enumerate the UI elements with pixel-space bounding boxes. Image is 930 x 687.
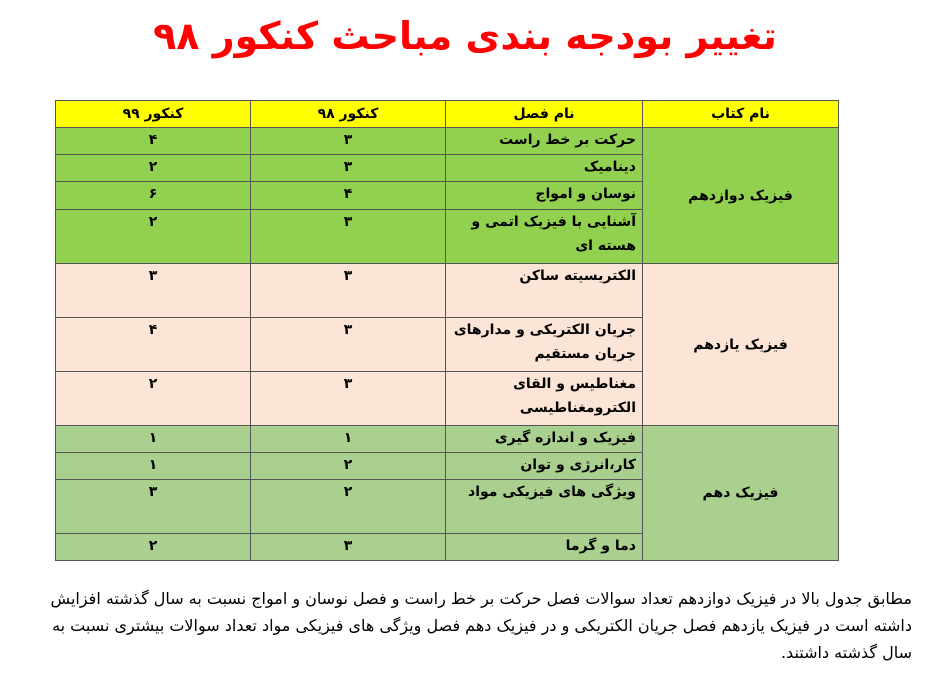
chapter-cell: فیزیک و اندازه گیری [446, 426, 643, 453]
konkur-99-cell: ۲ [56, 210, 251, 264]
konkur-99-cell: ۴ [56, 318, 251, 372]
konkur-99-cell: ۱ [56, 426, 251, 453]
table-row [56, 264, 839, 318]
chapter-cell: ویژگی های فیزیکی مواد [446, 480, 643, 534]
summary-paragraph: مطابق جدول بالا در فیزیک دوازدهم تعداد سوالات فصل حرکت بر خط راست و فصل نوسان و امواج نسبت به سال گذشته افزایش داشته است در فیزیک یازدهم فصل جریان الکتریکی و در فیزیک دهم فصل ویژگی های فیزیکی مواد تعداد سوالات بیشتری نسبت به سال گذشته داشتند. [50, 589, 912, 662]
header-chapter: نام فصل [446, 101, 643, 128]
header-book: نام کتاب [643, 101, 839, 128]
book-name-cell: فیزیک دوازدهم [643, 128, 839, 264]
konkur-99-cell: ۱ [56, 453, 251, 480]
table-row [56, 426, 839, 453]
konkur-98-cell: ۲ [251, 453, 446, 480]
konkur-99-cell: ۲ [56, 155, 251, 182]
header-konkur-99: کنکور ۹۹ [56, 101, 251, 128]
chapter-cell: الکتریسیته ساکن [446, 264, 643, 318]
konkur-98-cell: ۳ [251, 264, 446, 318]
konkur-99-cell: ۲ [56, 534, 251, 561]
chapter-cell: جریان الکتریکی و مدارهای جریان مستقیم [446, 318, 643, 372]
table-header-row [56, 101, 839, 128]
konkur-98-cell: ۳ [251, 155, 446, 182]
chapter-cell: دینامیک [446, 155, 643, 182]
konkur-99-cell: ۳ [56, 264, 251, 318]
konkur-98-cell: ۳ [251, 534, 446, 561]
budget-table [55, 100, 839, 561]
konkur-98-cell: ۳ [251, 210, 446, 264]
konkur-99-cell: ۶ [56, 182, 251, 210]
chapter-cell: حرکت بر خط راست [446, 128, 643, 155]
table-row [56, 128, 839, 155]
chapter-cell: آشنایی با فیزیک اتمی و هسته ای [446, 210, 643, 264]
konkur-99-cell: ۳ [56, 480, 251, 534]
konkur-98-cell: ۳ [251, 372, 446, 426]
page-title: تغییر بودجه بندی مباحث کنکور ۹۸ [153, 14, 777, 58]
chapter-cell: کار،انرژی و توان [446, 453, 643, 480]
konkur-98-cell: ۳ [251, 318, 446, 372]
konkur-98-cell: ۲ [251, 480, 446, 534]
book-name-cell: فیزیک دهم [643, 426, 839, 561]
konkur-98-cell: ۳ [251, 128, 446, 155]
book-name-cell: فیزیک یازدهم [643, 264, 839, 426]
chapter-cell: دما و گرما [446, 534, 643, 561]
konkur-99-cell: ۲ [56, 372, 251, 426]
konkur-98-cell: ۱ [251, 426, 446, 453]
chapter-cell: نوسان و امواج [446, 182, 643, 210]
chapter-cell: مغناطیس و القای الکترومغناطیسی [446, 372, 643, 426]
header-konkur-98: کنکور ۹۸ [251, 101, 446, 128]
konkur-98-cell: ۴ [251, 182, 446, 210]
konkur-99-cell: ۴ [56, 128, 251, 155]
